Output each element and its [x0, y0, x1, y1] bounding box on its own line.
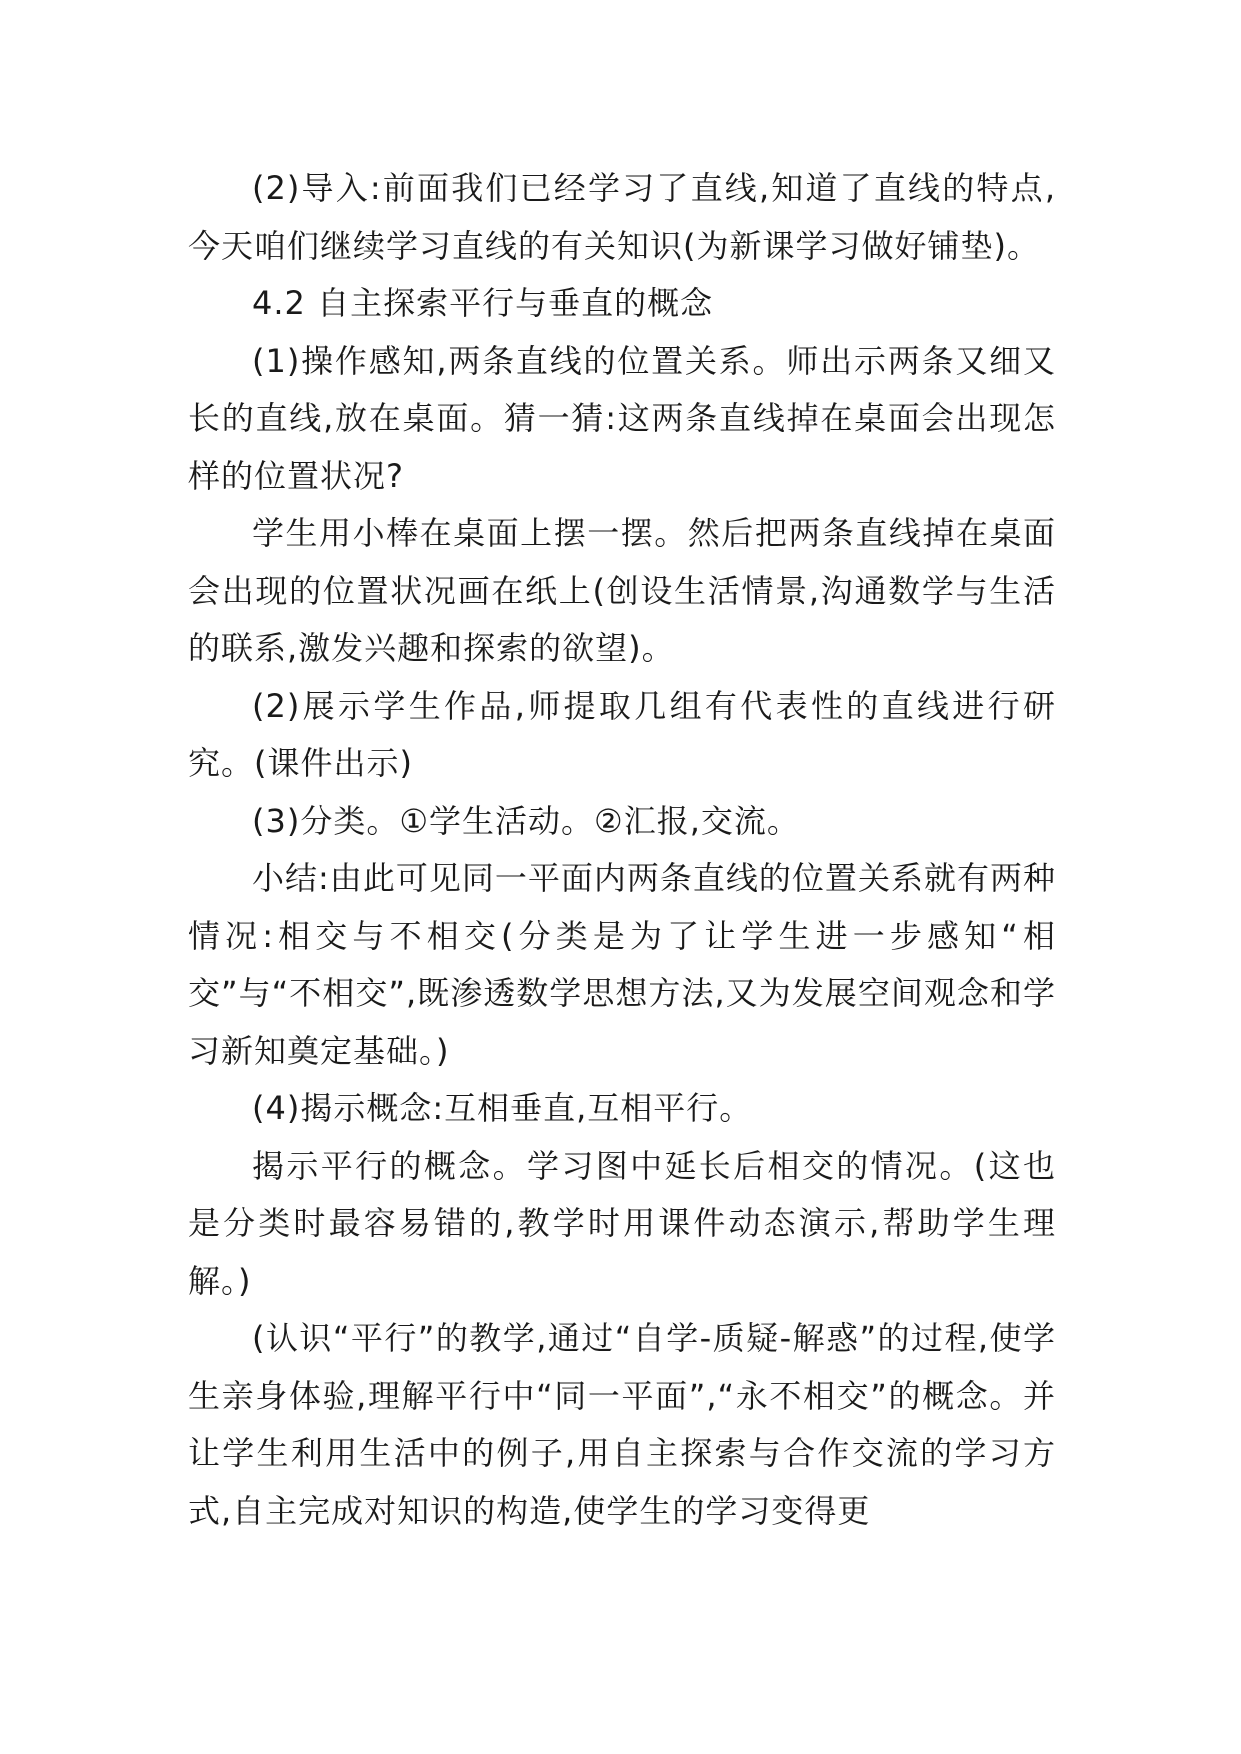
paragraph-parallel-concept: 揭示平行的概念。学习图中延长后相交的情况。(这也是分类时最容易错的,教学时用课件动态演示,帮助学生理解。) — [188, 1146, 1056, 1300]
paragraph-parallel-teaching: (认识“平行”的教学,通过“自学-质疑-解惑”的过程,使学生亲身体验,理解平行中“同一平面”,“永不相交”的概念。并让学生利用生活中的例子,用自主探索与合作交流的学习方式,自主完成对知识的构造,使学生的学习变得更 — [188, 1319, 1056, 1530]
document-page — [188, 160, 1056, 1540]
paragraph-operation: (1)操作感知,两条直线的位置关系。师出示两条又细又长的直线,放在桌面。猜一猜:这两条直线掉在桌面会出现怎样的位置状况? — [188, 341, 1056, 495]
section-heading: 4.2 自主探索平行与垂直的概念 — [252, 284, 714, 322]
paragraph-display-works: (2)展示学生作品,师提取几组有代表性的直线进行研究。(课件出示) — [188, 686, 1056, 782]
paragraph-students-activity: 学生用小棒在桌面上摆一摆。然后把两条直线掉在桌面会出现的位置状况画在纸上(创设生活情景,沟通数学与生活的联系,激发兴趣和探索的欲望)。 — [188, 514, 1056, 667]
paragraph-classify: (3)分类。①学生活动。②汇报,交流。 — [252, 801, 800, 840]
paragraph-intro: (2)导入:前面我们已经学习了直线,知道了直线的特点,今天咱们继续学习直线的有关知识(为新课学习做好铺垫)。 — [188, 169, 1056, 265]
paragraph-reveal-concept: (4)揭示概念:互相垂直,互相平行。 — [252, 1089, 753, 1127]
paragraph-summary: 小结:由此可见同一平面内两条直线的位置关系就有两种情况:相交与不相交(分类是为了让学生进一步感知“相交”与“不相交”,既渗透数学思想方法,又为发展空间观念和学习新知奠定基础。) — [188, 859, 1056, 1070]
